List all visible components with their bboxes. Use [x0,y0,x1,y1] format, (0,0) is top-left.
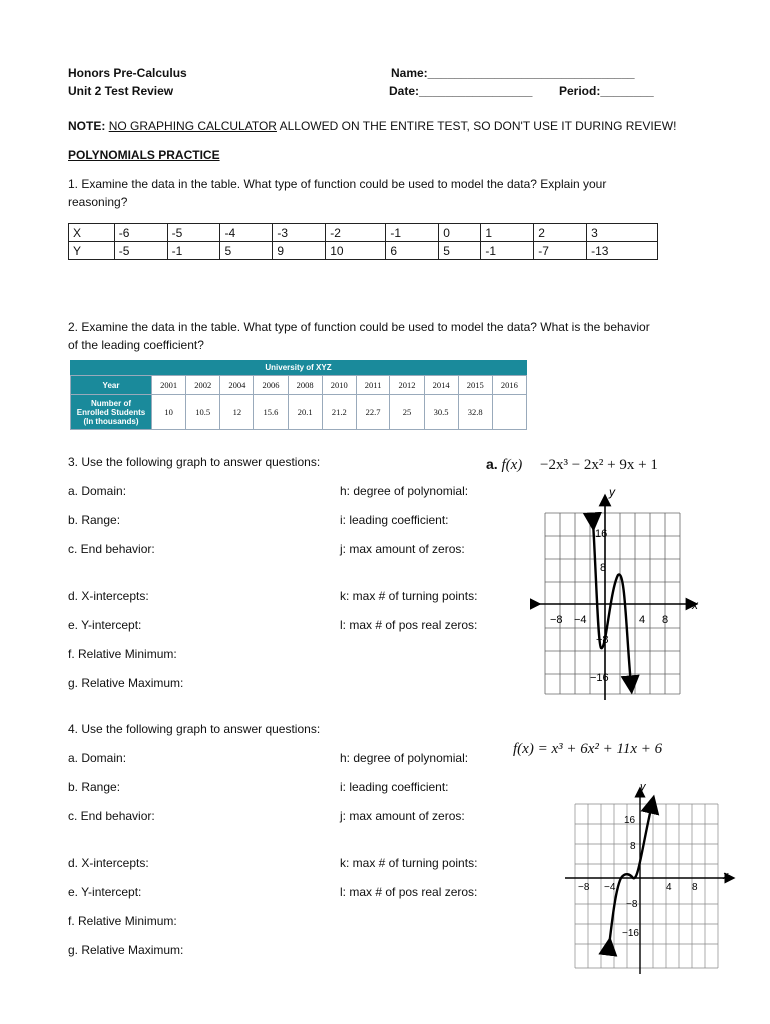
table-cell: 21.2 [322,395,356,430]
q3-graph [530,480,710,700]
table-row [71,395,527,430]
table-cell: 20.1 [288,395,322,430]
tick-label: −16 [622,928,639,939]
q3-item: c. End behavior: [68,542,155,556]
table-cell: -4 [220,224,273,242]
table-cell: -3 [273,224,326,242]
q2-text-line2: of the leading coefficient? [68,338,204,352]
q3-item: a. Domain: [68,484,127,498]
header-line: Number of [91,398,131,408]
table-cell: -5 [167,224,220,242]
q1-text-line2: reasoning? [68,195,128,209]
course-title: Honors Pre-Calculus [68,66,187,80]
q4-item: f. Relative Minimum: [68,914,177,928]
tick-label: 16 [624,815,636,826]
tick-label: −16 [590,672,609,684]
tick-label: −4 [604,882,616,893]
table-row [69,224,658,242]
note-rest: ALLOWED ON THE ENTIRE TEST, SO DON'T USE IT DURING REVIEW! [279,119,677,133]
tick-label: 4 [639,614,646,626]
table-cell: 9 [273,242,326,260]
tick-label: −8 [550,614,563,626]
note-prefix: NOTE: [68,119,106,133]
table-cell: Y [69,242,115,260]
table-header-cell: Year [71,376,152,395]
table-cell: 6 [386,242,439,260]
table-cell [492,395,526,430]
table-cell: 2010 [322,376,356,395]
table-cell: 25 [390,395,424,430]
table-cell: X [69,224,115,242]
q3-function [486,456,658,474]
table-cell: 3 [587,224,658,242]
table-cell: 10 [326,242,386,260]
table-cell: 2011 [356,376,390,395]
date-field: Date:_________________ [389,84,533,98]
q4-item: c. End behavior: [68,809,155,823]
table-cell: 0 [439,224,481,242]
q4-item: h: degree of polynomial: [340,751,469,765]
table-cell: 10 [152,395,186,430]
q3-item: b. Range: [68,513,121,527]
note-line [68,119,676,133]
q4-item: b. Range: [68,780,121,794]
table-cell: 5 [220,242,273,260]
q3-item: d. X-intercepts: [68,589,149,603]
table-cell: 2008 [288,376,322,395]
table-cell: 32.8 [458,395,492,430]
table-title: University of XYZ [70,360,527,375]
tick-label: −8 [596,634,609,646]
table-cell: 10.5 [186,395,220,430]
note-underlined: NO GRAPHING CALCULATOR [108,119,277,133]
table-cell: -7 [534,242,587,260]
header-line: Enrolled Students [76,407,146,417]
q4-item: j: max amount of zeros: [340,809,465,823]
tick-label: 4 [666,882,672,893]
table-cell: -5 [114,242,167,260]
tick-label: −4 [574,614,587,626]
table-cell: 5 [439,242,481,260]
q3-intro: 3. Use the following graph to answer questions: [68,455,321,469]
q3-function-rhs: −2x³ − 2x² + 9x + 1 [540,457,658,473]
x-axis-label: x [692,598,698,612]
table-cell: 2014 [424,376,458,395]
q3-item: i: leading coefficient: [340,513,449,527]
q2-enrollment-table [70,360,527,430]
tick-label: 8 [662,614,669,626]
section-title: POLYNOMIALS PRACTICE [68,148,220,162]
table-cell: 2012 [390,376,424,395]
tick-label: 8 [692,882,698,893]
q1-text-line1: 1. Examine the data in the table. What type of function could be used to model the data? Explain your [68,177,607,191]
q4-item: a. Domain: [68,751,127,765]
q3-item: j: max amount of zeros: [340,542,465,556]
header-line: (In thousands) [83,416,139,426]
table-cell: 22.7 [356,395,390,430]
table-cell: 15.6 [254,395,288,430]
table-header-cell [71,395,152,430]
table-cell: 12 [220,395,254,430]
q3-function-label: a. [486,456,498,472]
table-row [71,376,527,395]
table-cell: -13 [587,242,658,260]
q4-function: f(x) = x³ + 6x² + 11x + 6 [513,741,663,757]
table-cell: -1 [386,224,439,242]
q2-text-line1: 2. Examine the data in the table. What type of function could be used to model the data? What is the behavior [68,320,650,334]
name-field: Name:_______________________________ [391,66,635,80]
q4-intro: 4. Use the following graph to answer questions: [68,722,321,736]
q4-item: l: max # of pos real zeros: [340,885,478,899]
q3-item: h: degree of polynomial: [340,484,469,498]
q4-item: i: leading coefficient: [340,780,449,794]
tick-label: −8 [578,882,590,893]
x-axis-label: x [723,870,729,882]
table-cell: -1 [167,242,220,260]
q3-item: e. Y-intercept: [68,618,142,632]
tick-label: −8 [626,899,638,910]
table-cell: 2016 [492,376,526,395]
table-cell: 2015 [458,376,492,395]
tick-label: 16 [595,528,608,540]
table-cell: 30.5 [424,395,458,430]
table-cell: 1 [481,224,534,242]
table-cell: -6 [114,224,167,242]
q3-item: f. Relative Minimum: [68,647,177,661]
q4-item: k: max # of turning points: [340,856,478,870]
period-field: Period:________ [559,84,654,98]
q1-data-table [68,223,658,260]
q3-function-lhs: f(x) [501,457,523,473]
unit-title: Unit 2 Test Review [68,84,174,98]
q4-graph [560,778,740,978]
y-axis-label: y [609,485,615,499]
tick-label: 8 [600,562,607,574]
y-axis-label: y [640,781,646,793]
table-cell: 2004 [220,376,254,395]
table-cell: -1 [481,242,534,260]
table-cell: 2001 [152,376,186,395]
q3-item: k: max # of turning points: [340,589,478,603]
table-cell: 2006 [254,376,288,395]
q4-item: d. X-intercepts: [68,856,149,870]
table-cell: 2 [534,224,587,242]
q4-item: g. Relative Maximum: [68,943,184,957]
q3-item: l: max # of pos real zeros: [340,618,478,632]
table-cell: 2002 [186,376,220,395]
table-row [69,242,658,260]
tick-label: 8 [630,841,636,852]
table-cell: -2 [326,224,386,242]
q4-item: e. Y-intercept: [68,885,142,899]
q3-item: g. Relative Maximum: [68,676,184,690]
